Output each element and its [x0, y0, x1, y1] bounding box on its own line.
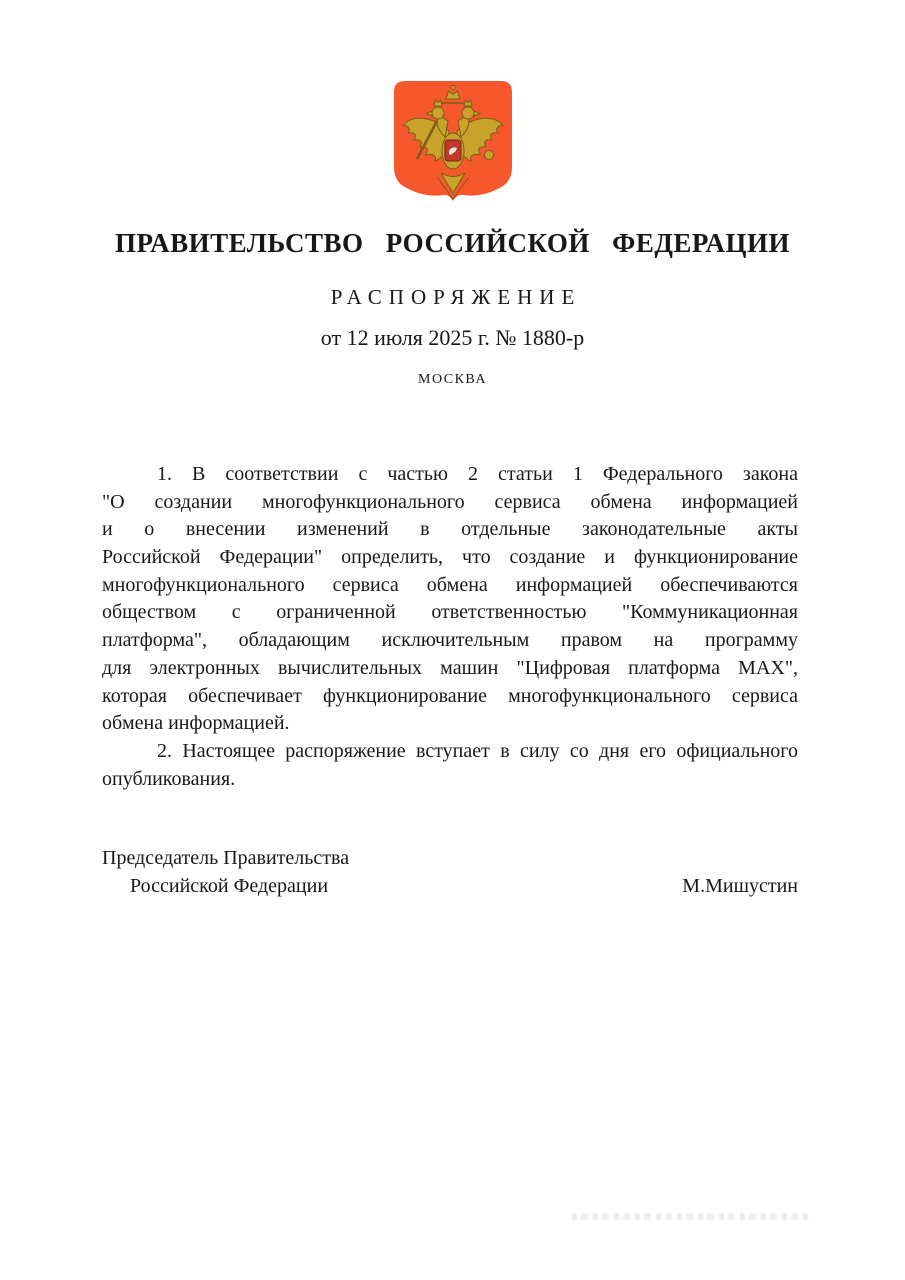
signer-position-line2: Российской Федерации [130, 874, 329, 897]
faint-watermark [572, 1213, 810, 1220]
signature-block [102, 845, 798, 900]
decree-body [102, 461, 798, 793]
body-line: 2. Настоящее распоряжение вступает в силу со дня его официального [157, 739, 798, 762]
body-line: для электронных вычислительных машин "Цифровая платформа MAX", [102, 656, 798, 679]
body-line: платформа", обладающим исключительным правом на программу [102, 629, 798, 652]
body-line: 1. В соответствии с частью 2 статьи 1 Федерального закона [157, 463, 798, 485]
body-line: многофункционального сервиса обмена информацией обеспечиваются [102, 573, 798, 596]
russia-coat-of-arms-icon [391, 79, 515, 213]
body-line: "О создании многофункционального сервиса обмена информацией [102, 490, 798, 513]
body-line: обществом с ограниченной ответственностью "Коммуникационная [102, 601, 798, 624]
city-label: МОСКВА [418, 372, 487, 387]
signer-position-line1: Председатель Правительства [102, 847, 350, 869]
body-line: опубликования. [102, 767, 236, 790]
signer-position [102, 845, 349, 900]
document-type-heading: РАСПОРЯЖЕНИЕ [330, 285, 582, 309]
body-line: Российской Федерации" определить, что создание и функционирование [102, 546, 798, 569]
body-line: обмена информацией. [102, 712, 290, 735]
government-title: ПРАВИТЕЛЬСТВО РОССИЙСКОЙ ФЕДЕРАЦИИ [115, 228, 790, 258]
body-line: и о внесении изменений в отдельные законодательные акты [102, 518, 798, 541]
body-line: которая обеспечивает функционирование многофункционального сервиса [102, 684, 798, 707]
signer-name: М.Мишустин [682, 874, 798, 897]
date-number-line: от 12 июля 2025 г. № 1880-р [320, 325, 585, 350]
